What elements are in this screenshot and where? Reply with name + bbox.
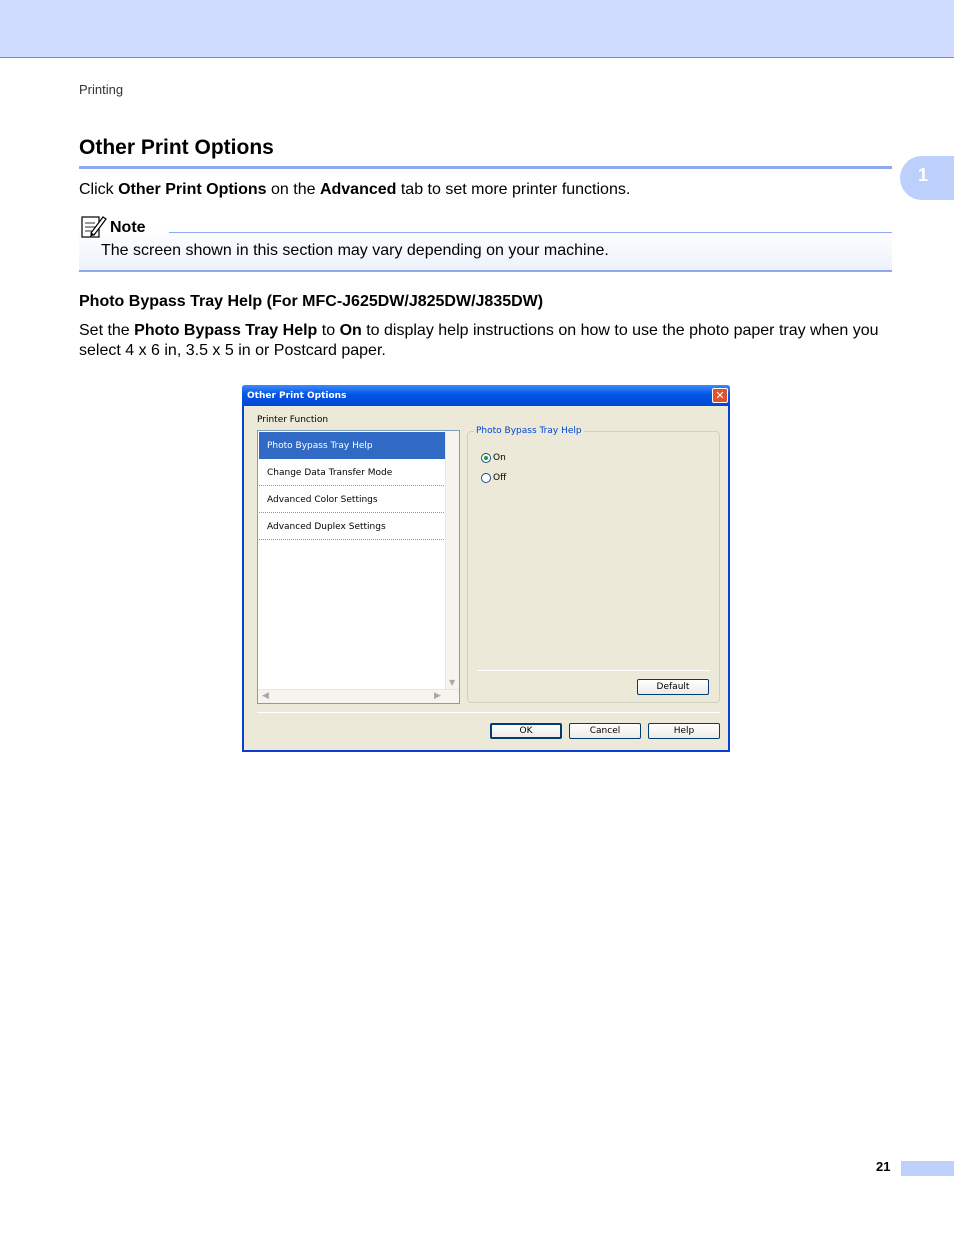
radio-off-label[interactable]: Off [493,473,507,483]
list-item-change-data-transfer-mode[interactable]: Change Data Transfer Mode [259,459,446,486]
dialog-titlebar[interactable] [242,385,730,406]
close-button[interactable] [712,388,728,403]
photo-bypass-group [467,426,720,703]
chapter-number: 1 [918,165,929,185]
subsection-paragraph: Set the Photo Bypass Tray Help to On to display help instructions on how to use the photo paper tray when you select 4 x 6 in, 3.5 x 5 in or Postcard paper. [79,322,879,359]
radio-on[interactable] [481,453,491,463]
scroll-down-icon[interactable]: ▼ [449,678,456,687]
scroll-left-icon[interactable]: ◀ [262,691,269,701]
dialog-title: Other Print Options [247,391,347,401]
radio-on-label[interactable]: On [493,453,506,463]
help-button[interactable]: Help [648,723,720,739]
note-text: The screen shown in this section may vary depending on your machine. [101,242,609,259]
dialog-separator [257,712,720,713]
scroll-right-icon[interactable]: ▶ [434,691,441,701]
note-pencil-icon [81,214,107,238]
list-item-photo-bypass-tray-help[interactable]: Photo Bypass Tray Help [259,432,446,459]
printer-function-label: Printer Function [257,415,329,425]
note-box [79,212,892,272]
radio-off-row[interactable] [481,473,506,484]
section-title: Other Print Options [79,136,274,159]
other-print-options-dialog [242,385,730,752]
breadcrumb: Printing [79,82,124,97]
page-tab [901,1161,954,1176]
vertical-scrollbar[interactable] [445,431,459,689]
cancel-button[interactable]: Cancel [569,723,641,739]
page-number: 21 [876,1159,891,1174]
note-divider [169,232,892,233]
list-item-advanced-color-settings[interactable]: Advanced Color Settings [259,486,446,513]
printer-function-list[interactable] [257,430,460,704]
list-item-advanced-duplex-settings[interactable]: Advanced Duplex Settings [259,513,446,540]
subsection-title: Photo Bypass Tray Help (For MFC-J625DW/J825DW/J835DW) [79,293,544,310]
radio-off[interactable] [481,473,491,483]
close-icon: ✕ [715,389,725,402]
default-button[interactable]: Default [637,679,709,695]
chapter-tab [900,156,954,200]
group-separator [477,670,710,671]
header-band [0,0,954,58]
section-title-rule [79,166,892,169]
note-label: Note [110,219,146,236]
group-title: Photo Bypass Tray Help [476,426,582,436]
horizontal-scrollbar[interactable] [258,689,459,703]
intro-paragraph: Click Other Print Options on the Advanced tab to set more printer functions. [79,181,631,198]
radio-on-row[interactable] [481,453,506,464]
ok-button[interactable]: OK [490,723,562,739]
